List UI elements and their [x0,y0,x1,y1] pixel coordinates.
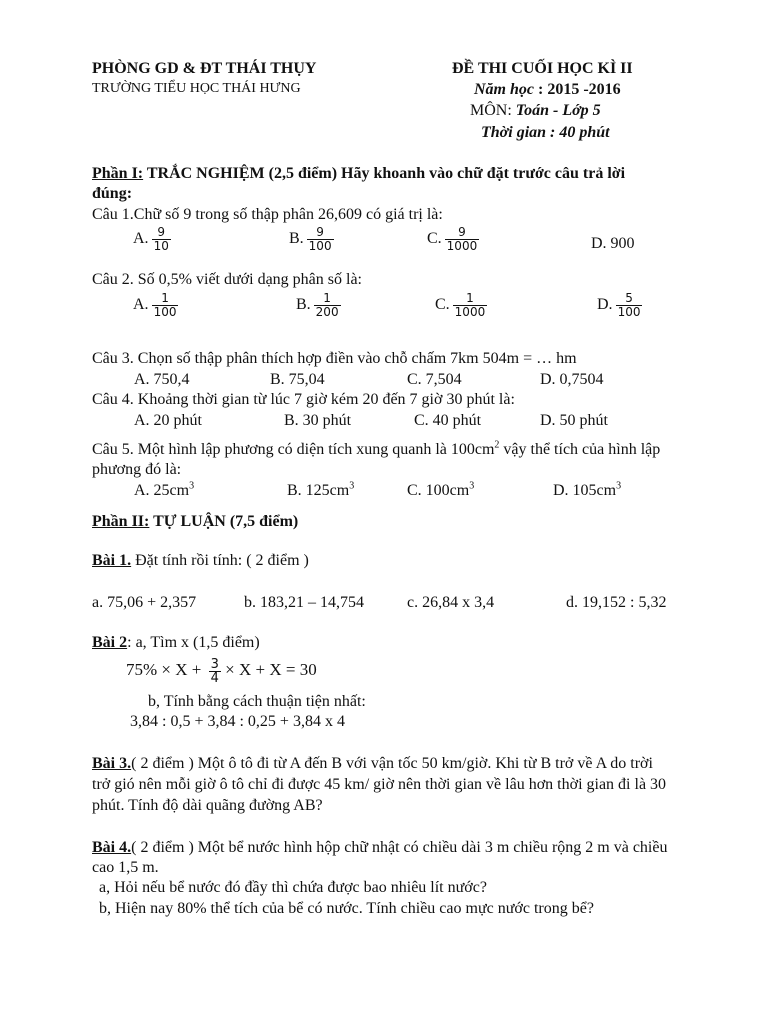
fraction-denominator: 100 [153,305,177,319]
q4-option-a: A. 20 phút [134,412,202,429]
q1-option-c-letter: C. [427,230,442,248]
bai4-question-a: a, Hỏi nếu bể nước đó đầy thì chứa được bao nhiêu lít nước? [99,879,487,896]
department-name: PHÒNG GD & ĐT THÁI THỤY [92,60,317,77]
part2-heading [92,513,298,531]
q2-option-c-fraction [453,292,488,319]
q4-option-d: D. 50 phút [540,412,608,429]
q2-option-b [296,292,341,319]
superscript: 3 [189,480,195,492]
fraction-numerator: 9 [458,225,466,239]
part1-instruction: TRẮC NGHIỆM (2,5 điểm) Hãy khoanh vào chữ đặt trước câu trả lời [143,165,626,182]
bai2-b-expression: 3,84 : 0,5 + 3,84 : 0,25 + 3,84 x 4 [130,713,345,730]
q5-option-b-text: B. 125cm [287,482,350,499]
fraction-numerator: 1 [323,291,331,305]
fraction-numerator: 1 [161,291,169,305]
q2-option-d-letter: D. [597,296,613,314]
equation-part-b: × X + X = 30 [220,660,317,679]
q1-option-b [289,226,334,253]
bai4-line1-text: ( 2 điểm ) Một bể nước hình hộp chữ nhật có chiều dài 3 m chiều rộng 2 m và chiều [131,839,668,856]
q1-option-a-fraction [152,226,171,253]
bai3-label: Bài 3. [92,755,132,772]
q2-option-a [133,292,178,319]
bai2-text: : a, Tìm x (1,5 điểm) [127,634,260,651]
school-name: TRƯỜNG TIỂU HỌC THÁI HƯNG [92,81,301,96]
q3-option-c: C. 7,504 [407,371,462,388]
fraction-denominator: 4 [210,670,219,686]
part2-title: Phần II: [92,513,150,530]
q5-option-d-text: D. 105cm [553,482,617,499]
fraction-denominator: 100 [308,239,332,253]
subject-value: Toán - Lớp 5 [511,102,601,119]
q2-option-c-letter: C. [435,296,450,314]
question-4-text: Câu 4. Khoảng thời gian từ lúc 7 giờ kém 20 đến 7 giờ 30 phút là: [92,391,515,408]
q3-option-a: A. 750,4 [134,371,190,388]
q5-option-c-text: C. 100cm [407,482,470,499]
part1-title: Phần I: [92,165,144,182]
fraction-numerator: 9 [316,225,324,239]
bai2-heading [92,634,260,652]
bai1-heading [92,552,309,570]
q5-option-a [134,482,194,500]
question-5-text-b: vậy thể tích của hình lập [499,441,661,458]
fraction-denominator: 1000 [454,305,486,319]
q1-option-a-letter: A. [133,230,149,248]
part1-instruction-line2: đúng: [92,185,133,202]
subject-label: MÔN: [470,102,512,119]
bai1-item-c: c. 26,84 x 3,4 [407,594,495,611]
q5-option-d [553,482,621,500]
question-5-text [92,441,660,459]
q1-option-c-fraction [445,226,480,253]
q3-option-b: B. 75,04 [270,371,325,388]
q1-option-d: D. 900 [591,235,635,252]
q2-option-b-fraction [314,292,341,319]
bai1-item-b: b. 183,21 – 14,754 [244,594,364,611]
bai3-line2: trở gió nên mỗi giờ ô tô chỉ đi được 45 km/ giờ nên thời gian về lâu hơn thời gian đi là 30 [92,776,667,793]
q2-option-d [597,292,642,319]
equation-fraction [209,658,221,685]
q1-option-b-letter: B. [289,230,304,248]
bai4-line1 [92,839,667,857]
superscript: 3 [349,480,355,492]
question-5-text-a: Câu 5. Một hình lập phương có diện tích xung quanh là 100cm [92,441,495,458]
bai1-item-a: a. 75,06 + 2,357 [92,594,197,611]
year-label: Năm học [474,81,534,98]
q2-option-c [435,292,487,319]
q2-option-d-fraction [616,292,643,319]
question-3-text: Câu 3. Chọn số thập phân thích hợp điền vào chỗ chấm 7km 504m = … hm [92,350,577,367]
q2-option-b-letter: B. [296,296,311,314]
q3-option-d: D. 0,7504 [540,371,604,388]
fraction-denominator: 10 [153,239,169,253]
year-value: : 2015 -2016 [534,81,621,98]
bai1-text: Đặt tính rồi tính: ( 2 điểm ) [131,552,309,569]
q1-option-c [427,226,479,253]
fraction-denominator: 100 [617,305,641,319]
superscript: 3 [616,480,622,492]
bai3-line3: phút. Tính độ dài quãng đường AB? [92,797,323,814]
fraction-numerator: 1 [466,291,474,305]
question-2-text: Câu 2. Số 0,5% viết dưới dạng phân số là: [92,271,362,288]
superscript: 3 [469,480,475,492]
fraction-denominator: 200 [315,305,339,319]
fraction-numerator: 5 [625,291,633,305]
bai3-line1-text: ( 2 điểm ) Một ô tô đi từ A đến B với vận tốc 50 km/giờ. Khi từ B trở về A do trời [131,755,653,772]
bai4-label: Bài 4. [92,839,132,856]
exam-title: ĐỀ THI CUỐI HỌC KÌ II [452,60,633,77]
school-year [474,81,621,99]
question-5-text-line2: phương đó là: [92,461,182,478]
bai1-item-d: d. 19,152 : 5,32 [566,594,667,611]
exam-time: Thời gian : 40 phút [481,124,610,141]
bai2-label: Bài 2 [92,634,128,651]
bai4-question-b: b, Hiện nay 80% thể tích của bể có nước. Tính chiều cao mực nước trong bể? [99,900,594,917]
q2-option-a-fraction [152,292,179,319]
equation-part-a: 75% × X + [126,660,206,679]
superscript: 2 [494,439,500,451]
bai2-equation [126,654,317,686]
question-1-text: Câu 1.Chữ số 9 trong số thập phân 26,609 có giá trị là: [92,206,443,223]
bai4-line2: cao 1,5 m. [92,859,159,876]
bai3-line1 [92,755,653,773]
fraction-numerator: 3 [210,656,219,672]
q1-option-b-fraction [307,226,334,253]
q4-option-b: B. 30 phút [284,412,352,429]
subject [470,102,601,120]
bai2-b-text: b, Tính bằng cách thuận tiện nhất: [148,693,366,710]
q5-option-b [287,482,354,500]
part2-subtitle: TỰ LUẬN (7,5 điểm) [149,513,299,530]
q5-option-a-text: A. 25cm [134,482,190,499]
q5-option-c [407,482,474,500]
part1-heading [92,165,625,183]
q2-option-a-letter: A. [133,296,149,314]
fraction-denominator: 1000 [446,239,478,253]
q1-option-a [133,226,171,253]
bai1-label: Bài 1. [92,552,132,569]
fraction-numerator: 9 [157,225,166,239]
q4-option-c: C. 40 phút [414,412,482,429]
